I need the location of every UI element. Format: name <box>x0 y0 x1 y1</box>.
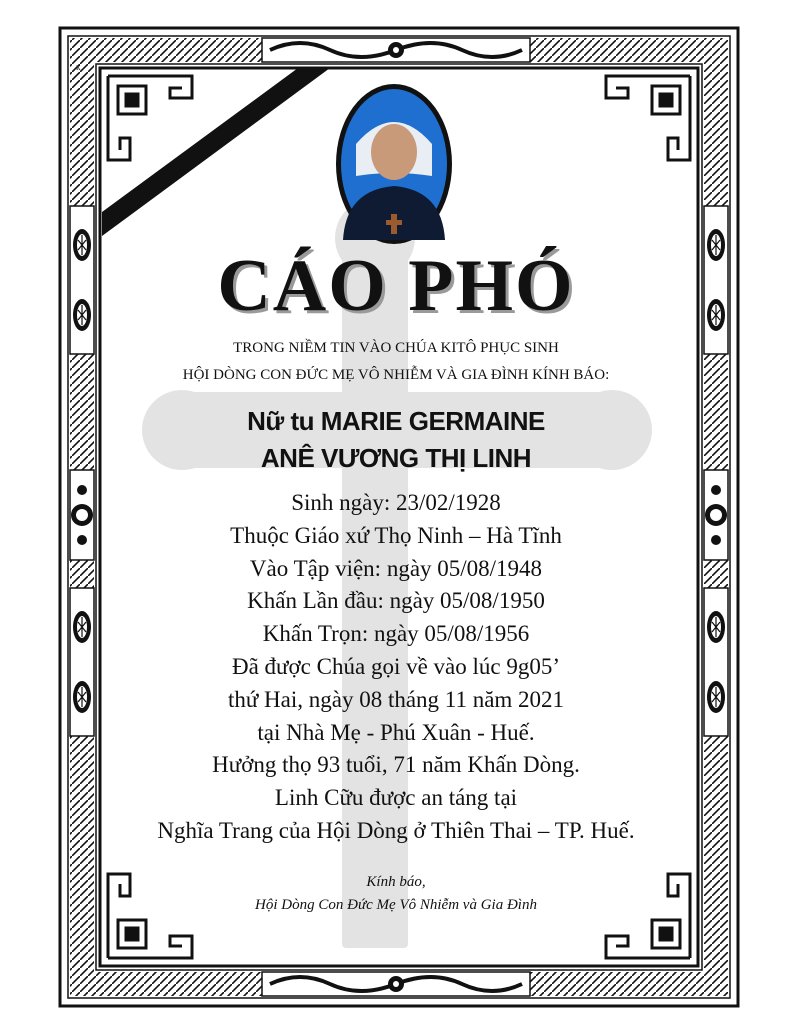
detail-death-place: tại Nhà Mẹ - Phú Xuân - Huế. <box>257 719 535 745</box>
detail-burial: Linh Cữu được an táng tại <box>274 785 518 811</box>
detail-birth-date: Sinh ngày: 23/02/1928 <box>291 490 501 515</box>
deceased-full-name: ANÊ VƯƠNG THỊ LINH <box>260 443 532 473</box>
biography-details <box>0 487 792 848</box>
detail-final-vows: Khấn Trọn: ngày 05/08/1956 <box>262 621 530 647</box>
detail-death-date: thứ Hai, ngày 08 tháng 11 năm 2021 <box>227 686 565 712</box>
closing-salutation: Kính báo, <box>366 874 426 890</box>
intro-line-faith: TRONG NIỀM TIN VÀO CHÚA KITÔ PHỤC SINH <box>233 340 559 356</box>
deceased-religious-name: Nữ tu MARIE GERMAINE <box>247 406 545 436</box>
corner-mark: ĸ <box>76 62 81 72</box>
detail-age: Hưởng thọ 93 tuổi, 71 năm Khấn Dòng. <box>212 752 580 778</box>
obituary-title: CÁO PHÓ <box>217 245 575 327</box>
detail-novitiate: Vào Tập viện: ngày 05/08/1948 <box>249 555 543 581</box>
intro-line-announcer: HỘI DÒNG CON ĐỨC MẸ VÔ NHIỄM VÀ GIA ĐÌNH KÍNH BÁO: <box>182 367 610 383</box>
portrait-photo <box>336 84 452 244</box>
detail-death-time: Đã được Chúa gọi về vào lúc 9g05’ <box>231 653 561 679</box>
detail-cemetery: Nghĩa Trang của Hội Dòng ở Thiên Thai – TP. Huế. <box>157 817 635 843</box>
detail-first-vows: Khấn Lần đầu: ngày 05/08/1950 <box>247 588 545 614</box>
closing-signature: Hội Dòng Con Đức Mẹ Vô Nhiễm và Gia Đình <box>255 897 537 913</box>
detail-parish: Thuộc Giáo xứ Thọ Ninh – Hà Tĩnh <box>230 522 562 548</box>
